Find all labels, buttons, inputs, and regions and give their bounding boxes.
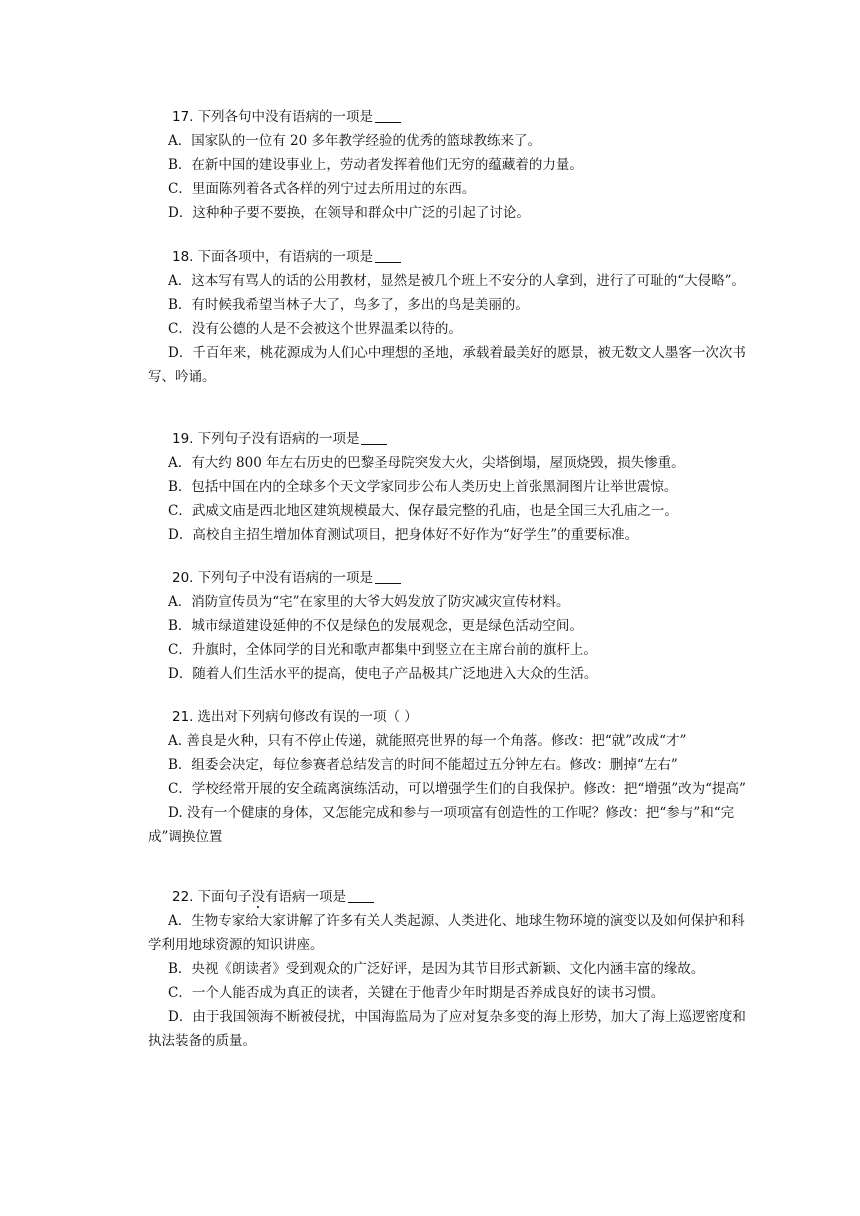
option-c: C．里面陈列着各式各样的列宁过去所用过的东西。 — [168, 181, 476, 197]
option-c: C．没有公德的人是不会被这个世界温柔以待的。 — [168, 321, 462, 337]
question-19 — [148, 428, 748, 547]
option-d: D．这种种子要不要换，在领导和群众中广泛的引起了讨论。 — [168, 205, 530, 221]
option-c: C．学校经常开展的安全疏离演练活动，可以增强学生们的自我保护。修改：把“增强”改为“提高” — [168, 781, 746, 797]
option-d: D．随着人们生活水平的提高，使电子产品极其广泛地进入大众的生活。 — [168, 666, 598, 682]
option-d: D．由于我国领海不断被侵扰，中国海监局为了应对复杂多变的海上形势，加大了海上巡逻密度和执法装备的质量。 — [148, 1009, 746, 1049]
option-b: B．在新中国的建设事业上，劳动者发挥着他们无穷的蕴藏着的力量。 — [168, 157, 583, 173]
question-22 — [148, 886, 748, 1053]
option-a: A. 善良是火种，只有不停止传递，就能照亮世界的每一个角落。修改：把“就”改成“才” — [168, 733, 687, 749]
question-title: 21. 选出对下列病句修改有误的一项（ ） — [172, 709, 418, 725]
question-17 — [148, 106, 748, 225]
option-a: A．消防宣传员为“宅”在家里的大爷大妈发放了防灾减灾宣传材料。 — [168, 594, 570, 610]
question-18 — [148, 246, 748, 389]
answer-blank — [361, 430, 387, 445]
option-b: B．央视《朗读者》受到观众的广泛好评，是因为其节目形式新颖、文化内涵丰富的缘故。 — [168, 961, 705, 977]
option-a: A．生物专家给大家讲解了许多有关人类起源、人类进化、地球生物环境的演变以及如何保护和科学利用地球资源的知识讲座。 — [148, 913, 745, 953]
option-d: D．千百年来，桃花源成为人们心中理想的圣地，承载着最美好的愿景，被无数文人墨客一次次书写、吟诵。 — [148, 345, 746, 385]
question-title: 18. 下面各项中，有语病的一项是 — [148, 246, 748, 269]
option-b: B．有时候我希望当林子大了，鸟多了，多出的鸟是美丽的。 — [168, 297, 529, 313]
answer-blank — [348, 888, 374, 903]
emphasis-dot-char: 没 — [251, 889, 265, 905]
question-20 — [148, 567, 748, 686]
answer-blank — [375, 248, 401, 263]
answer-blank — [375, 108, 401, 123]
option-a: A．有大约 800 年左右历史的巴黎圣母院突发大火，尖塔倒塌，屋顶烧毁，损失惨重。 — [168, 455, 685, 471]
option-b: B．包括中国在内的全球多个天文学家同步公布人类历史上首张黑洞图片让举世震惊。 — [168, 479, 678, 495]
question-title: 17. 下列各句中没有语病的一项是 — [148, 106, 748, 129]
option-a: A．国家队的一位有 20 多年教学经验的优秀的篮球教练来了。 — [168, 133, 542, 149]
option-c: C．一个人能否成为真正的读者，关键在于他青少年时期是否养成良好的读书习惯。 — [168, 985, 665, 1001]
answer-blank — [375, 569, 401, 584]
option-b: B．城市绿道建设延伸的不仅是绿色的发展观念，更是绿色活动空间。 — [168, 618, 583, 634]
option-c: C．武威文庙是西北地区建筑规模最大、保存最完整的孔庙，也是全国三大孔庙之一。 — [168, 503, 678, 519]
option-d: D. 没有一个健康的身体，又怎能完成和参与一项项富有创造性的工作呢？修改：把“参与”和“完成”调换位置 — [148, 805, 735, 845]
question-21 — [148, 706, 748, 849]
option-c: C．升旗时，全体同学的目光和歌声都集中到竖立在主席台前的旗杆上。 — [168, 642, 597, 658]
option-b: B．组委会决定，每位参赛者总结发言的时间不能超过五分钟左右。修改：删掉“左右” — [168, 757, 678, 773]
option-a: A．这本写有骂人的话的公用教材，显然是被几个班上不安分的人拿到，进行了可耻的“大侵略”。 — [168, 273, 746, 289]
question-title: 20. 下列句子中没有语病的一项是 — [148, 567, 748, 590]
question-title: 19. 下列句子没有语病的一项是 — [148, 428, 748, 451]
question-title: 22. 下面句子没有语病一项是 — [148, 886, 748, 909]
option-d: D．高校自主招生增加体育测试项目，把身体好不好作为“好学生”的重要标准。 — [168, 527, 639, 543]
